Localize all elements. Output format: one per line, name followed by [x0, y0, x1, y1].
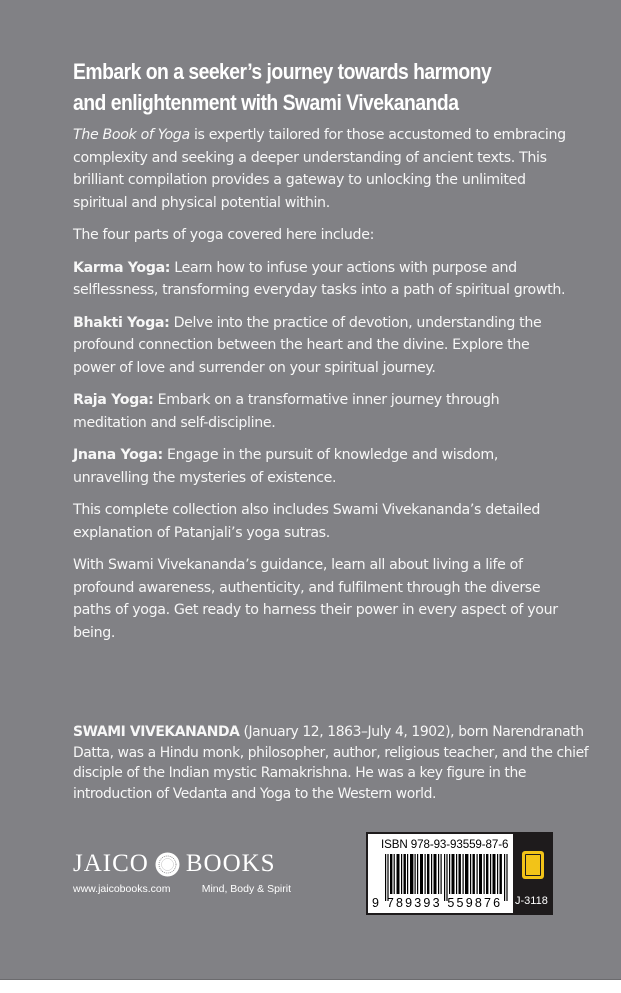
author-name: SWAMI VIVEKANANDA [73, 724, 240, 740]
part-karma-yoga [73, 257, 573, 302]
part-name: Jnana Yoga: [73, 447, 163, 463]
headline [73, 56, 572, 118]
sun-wheel-icon [155, 852, 180, 877]
catalog-code: J-3118 [515, 895, 548, 907]
intro-paragraph [73, 124, 573, 214]
bio-text: (January 12, 1863–July 4, 1902), born Narendranath Datta, was a Hindu monk, philosopher, author, religious teacher, and the chief disciple of the Indian mystic Ramakrishna. He was a key figure in the introduction of Vedanta and Yoga to the Western world. [73, 724, 589, 802]
part-text: Learn how to infuse your actions with purpose and selflessness, transforming everyday tasks into a path of spiritual growth. [73, 259, 566, 298]
blurb [73, 56, 573, 654]
part-bhakti-yoga [73, 312, 573, 380]
headline-line-1: Embark on a seeker’s journey towards harmony [73, 59, 492, 84]
publisher-logo [73, 851, 291, 895]
part-name: Karma Yoga: [73, 259, 171, 276]
part-jnana-yoga [73, 444, 573, 489]
publisher-imprint: Mind, Body & Spirit [201, 883, 291, 895]
publisher-name-left: JAICO [73, 850, 149, 877]
intro-text: is expertly tailored for those accustomed to embracing complexity and seeking a deeper understanding of ancient texts. This brilliant compilation provides a gateway to unlocking the unlimited spiritual and physical potential within. [73, 127, 566, 211]
author-bio [73, 722, 593, 814]
isbn-barcode-box [366, 832, 553, 915]
publisher-website[interactable]: www.jaicobooks.com [73, 883, 171, 895]
book-title: The Book of Yoga [73, 127, 190, 143]
part-text: Embark on a transformative inner journey through meditation and self-discipline. [73, 392, 500, 431]
parts-intro: The four parts of yoga covered here include: [73, 227, 375, 243]
closing-paragraph: With Swami Vivekananda’s guidance, learn all about living a life of profound awareness, authenticity, and fulfilment through the diverse paths of yoga. Get ready to harness their power in every aspect of your being. [73, 557, 558, 641]
part-text: Engage in the pursuit of knowledge and wisdom, unravelling the mysteries of existence. [73, 447, 499, 486]
barcode-panel [368, 834, 513, 913]
publisher-name-right: BOOKS [185, 850, 276, 877]
headline-line-2: and enlightenment with Swami Vivekananda [73, 90, 459, 115]
part-name: Raja Yoga: [73, 392, 154, 408]
part-raja-yoga [73, 389, 573, 434]
isbn-digits: 9 789393 559876 [372, 896, 503, 910]
barcode-icon [385, 854, 508, 901]
part-text: Delve into the practice of devotion, understanding the profound connection between the heart and the divine. Explore the power of love and surrender on your spiritual journey. [73, 314, 542, 376]
book-badge-icon [522, 851, 544, 879]
part-name: Bhakti Yoga: [73, 314, 170, 331]
bio-paragraph [73, 722, 593, 804]
isbn-label: ISBN 978-93-93559-87-6 [381, 838, 509, 851]
collection-note: This complete collection also includes Swami Vivekananda’s detailed explanation of Patanjali’s yoga sutras. [73, 502, 541, 541]
